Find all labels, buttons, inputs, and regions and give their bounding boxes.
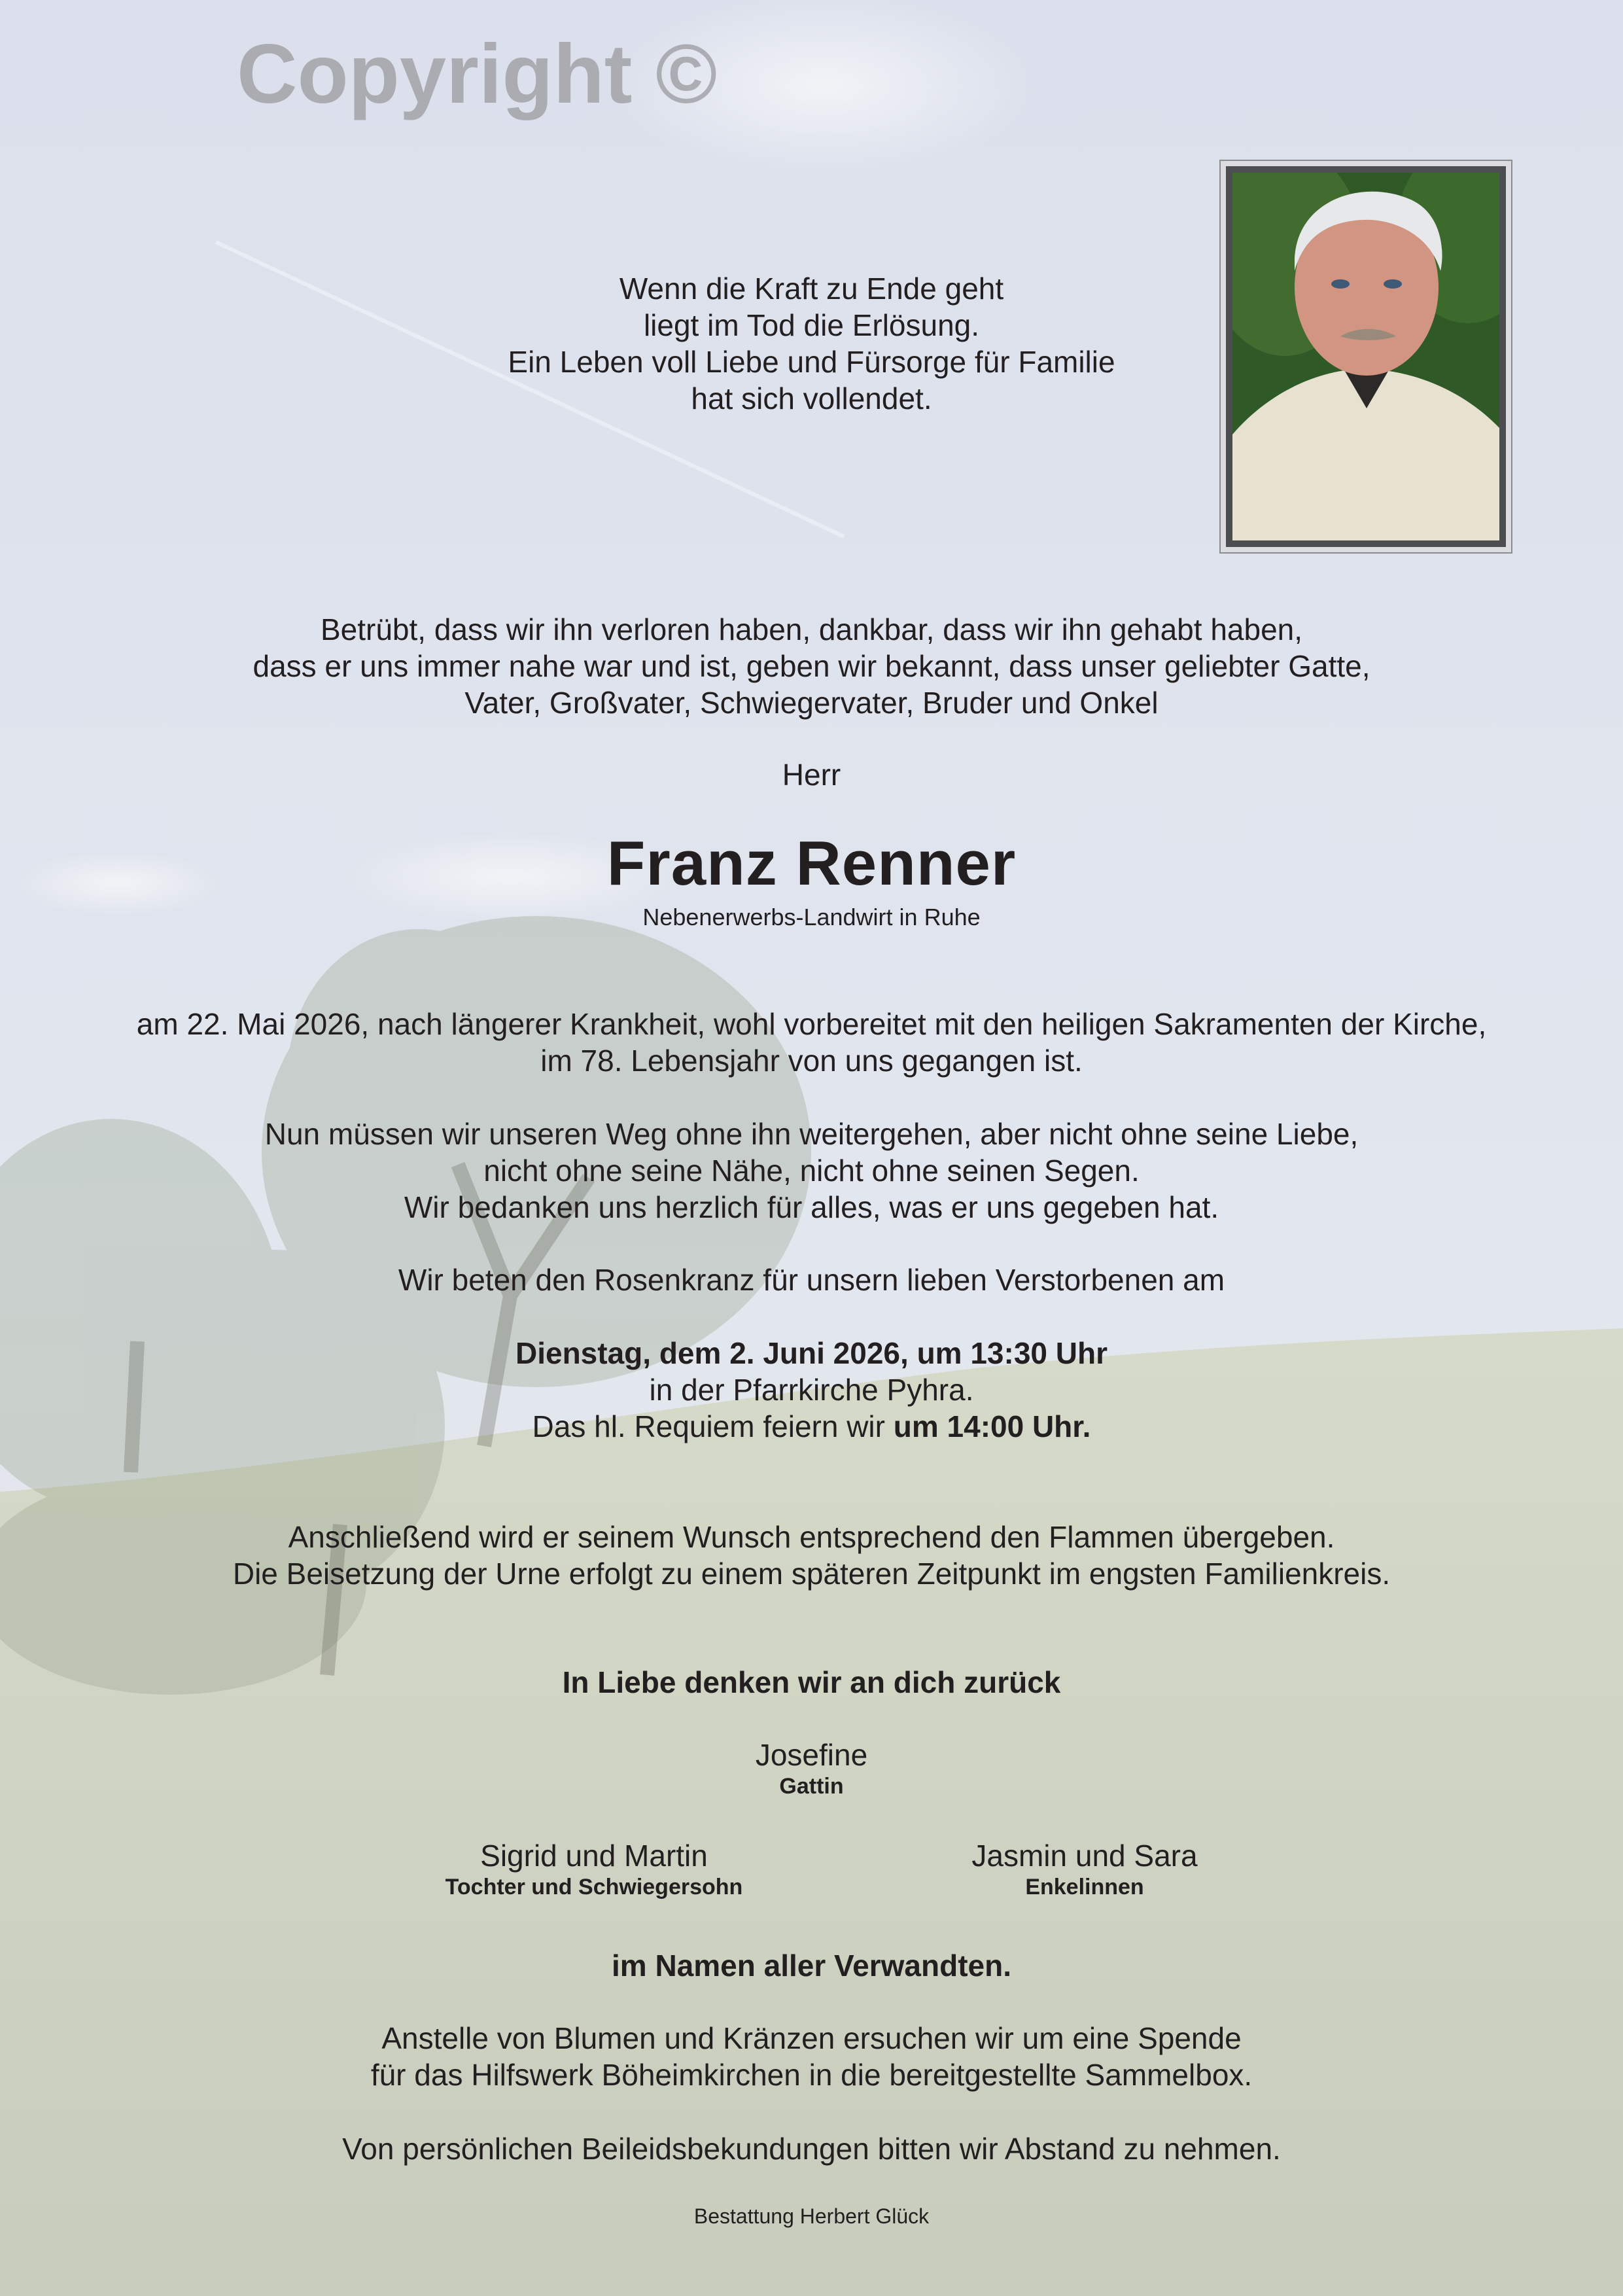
mourner-name: Jasmin und Sara <box>971 1839 1198 1873</box>
funeral-home: Bestattung Herbert Glück <box>693 2204 930 2228</box>
farewell-line: Nun müssen wir unseren Weg ohne ihn weitergehen, aber nicht ohne seine Liebe, <box>264 1117 1359 1151</box>
mourner-name: Sigrid und Martin <box>480 1839 708 1873</box>
service-date-time: Dienstag, dem 2. Juni 2026, um 13:30 Uhr <box>515 1336 1108 1370</box>
mourner-left <box>332 1837 856 1900</box>
condolence-note: Von persönlichen Beileidsbekundungen bitten wir Abstand zu nehmen. <box>342 2132 1281 2166</box>
copyright-watermark: Copyright © <box>237 27 718 121</box>
mourner-spouse <box>0 1737 1623 1799</box>
donation-line: Anstelle von Blumen und Kränzen ersuchen wir um eine Spende <box>381 2021 1242 2055</box>
motto-line: Wenn die Kraft zu Ende geht <box>619 272 1004 306</box>
intro-line: Betrübt, dass wir ihn verloren haben, dankbar, dass wir ihn gehabt haben, <box>320 612 1303 646</box>
service-details <box>0 1335 1623 1445</box>
rosary-intro: Wir beten den Rosenkranz für unsern lieben Verstorbenen am <box>398 1263 1225 1297</box>
cremation-line: Anschließend wird er seinem Wunsch entsprechend den Flammen übergeben. <box>288 1520 1335 1554</box>
cremation-notice <box>0 1519 1623 1592</box>
requiem-prefix: Das hl. Requiem feiern wir <box>532 1409 885 1443</box>
intro-line: Vater, Großvater, Schwiegervater, Bruder und Onkel <box>464 686 1159 720</box>
mourner-name: Josefine <box>755 1738 868 1772</box>
death-notice-line: im 78. Lebensjahr von uns gegangen ist. <box>540 1044 1083 1078</box>
motto <box>0 270 1623 417</box>
requiem-line <box>0 1408 1623 1445</box>
mourner-role: Enkelinnen <box>1025 1875 1144 1899</box>
death-notice-line: am 22. Mai 2026, nach längerer Krankheit, wohl vorbereitet mit den heiligen Sakramenten der Kirche, <box>136 1007 1487 1041</box>
mourner-right <box>823 1837 1346 1900</box>
donation-line: für das Hilfswerk Böheimkirchen in die bereitgestellte Sammelbox. <box>370 2058 1253 2092</box>
salutation: Herr <box>782 758 841 792</box>
remembrance-heading: In Liebe denken wir an dich zurück <box>562 1665 1061 1699</box>
mourner-role: Gattin <box>779 1774 844 1799</box>
farewell-line: Wir bedanken uns herzlich für alles, was er uns gegeben hat. <box>404 1190 1219 1224</box>
deceased-name: Franz Renner <box>606 828 1017 898</box>
motto-line: liegt im Tod die Erlösung. <box>643 308 980 342</box>
donation-request <box>0 2020 1623 2093</box>
intro-line: dass er uns immer nahe war und ist, geben wir bekannt, dass unser geliebter Gatte, <box>253 649 1370 683</box>
farewell-line: nicht ohne seine Nähe, nicht ohne seinen Segen. <box>483 1154 1140 1188</box>
mourner-role: Tochter und Schwiegersohn <box>445 1875 743 1899</box>
requiem-time: um 14:00 Uhr. <box>893 1409 1091 1443</box>
relatives-line: im Namen aller Verwandten. <box>611 1949 1011 1983</box>
announcement-intro <box>0 611 1623 721</box>
motto-line: Ein Leben voll Liebe und Fürsorge für Familie <box>508 345 1115 379</box>
death-notice <box>0 1006 1623 1079</box>
farewell-text <box>0 1116 1623 1226</box>
cremation-line: Die Beisetzung der Urne erfolgt zu einem späteren Zeitpunkt im engsten Familienkreis. <box>232 1557 1391 1591</box>
service-place: in der Pfarrkirche Pyhra. <box>649 1373 974 1407</box>
motto-line: hat sich vollendet. <box>691 381 932 415</box>
deceased-occupation: Nebenerwerbs-Landwirt in Ruhe <box>642 904 981 930</box>
